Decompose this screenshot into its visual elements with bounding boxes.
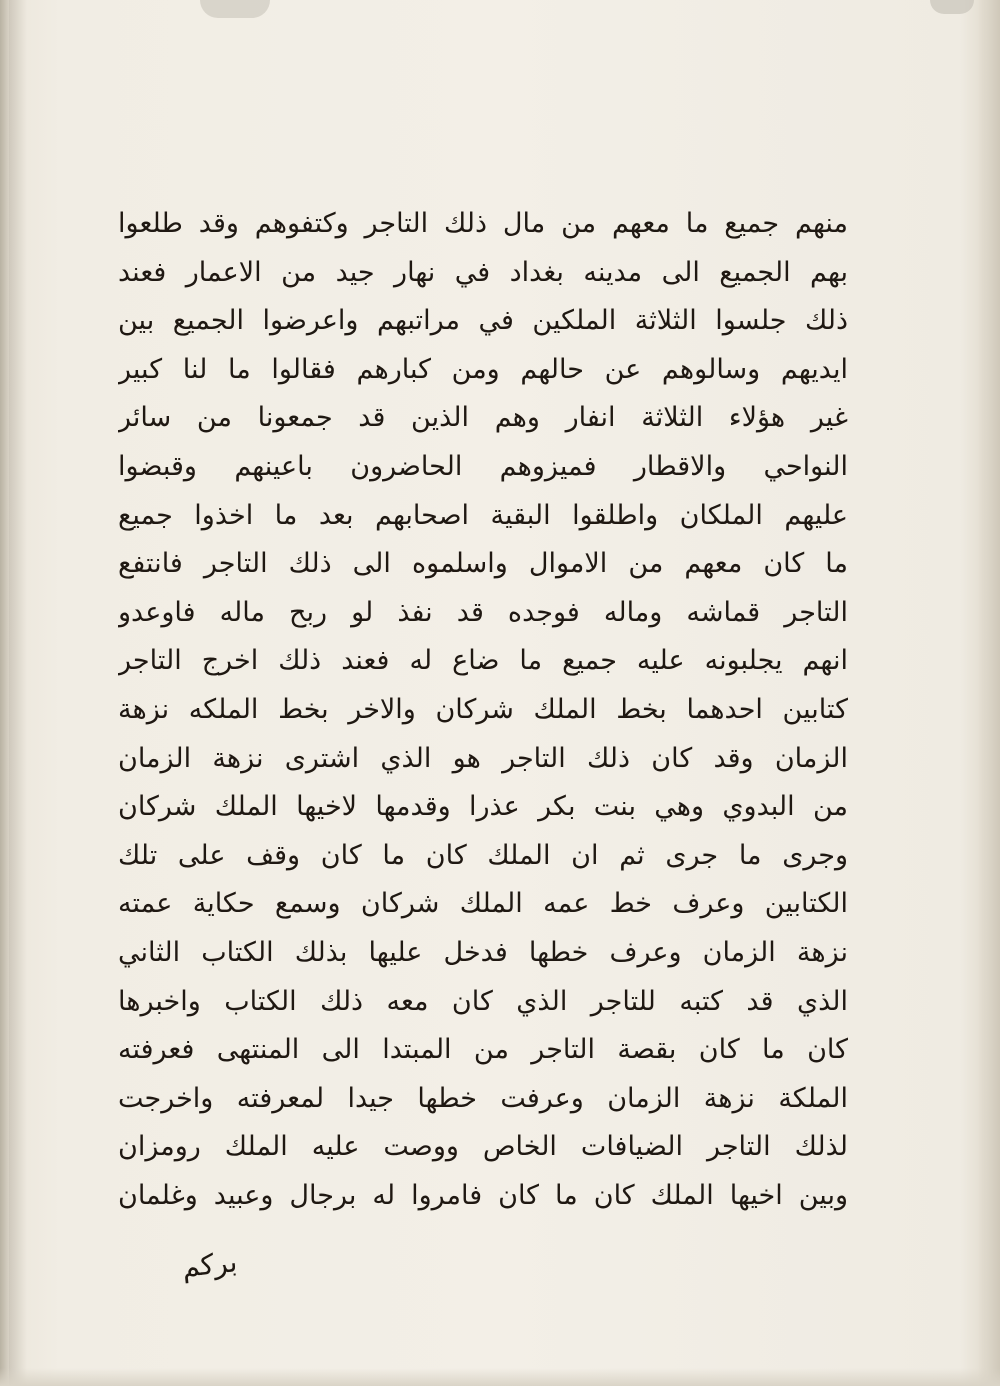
text-line: لذلك التاجر الضيافات الخاص ووصت عليه الملك رومزان	[118, 1131, 848, 1163]
text-line: كان ما كان بقصة التاجر من المبتدا الى المنتهى فعرفته	[118, 1034, 848, 1066]
gutter-shadow	[9, 0, 27, 1386]
text-line: التاجر قماشه وماله فوجده قد نفذ لو ربح ماله فاوعدو	[118, 596, 848, 628]
text-line: الملكة نزهة الزمان وعرفت خطها جيدا لمعرفته واخرجت	[118, 1082, 848, 1114]
text-line: الزمان وقد كان ذلك التاجر هو الذي اشترى نزهة الزمان	[118, 742, 848, 774]
text-line: الكتابين وعرف خط عمه الملك شركان وسمع حكاية عمته	[118, 888, 848, 920]
manuscript-text-block	[118, 200, 848, 1220]
text-line: كتابين احدهما بخط الملك شركان والاخر بخط الملكه نزهة	[118, 693, 848, 725]
page-tab-right	[930, 0, 974, 14]
text-line: وبين اخيها الملك كان ما كان فامروا له برجال وعبيد وغلمان	[118, 1179, 848, 1211]
text-line: النواحي والاقطار فميزوهم الحاضرون باعينهم وقبضوا	[118, 450, 848, 482]
catchword: برکم	[180, 1245, 239, 1284]
text-line: غير هؤلاء الثلاثة انفار وهم الذين قد جمعونا من سائر	[118, 402, 848, 434]
text-line: انهم يجلبونه عليه جميع ما ضاع له فعند ذلك اخرج التاجر	[118, 645, 848, 677]
page-left-edge	[0, 0, 9, 1386]
page-tab-left	[200, 0, 270, 18]
text-line: ذلك جلسوا الثلاثة الملكين في مراتبهم واعرضوا الجميع بين	[118, 305, 848, 337]
text-line: ايديهم وسالوهم عن حالهم ومن كبارهم فقالوا ما لنا كبير	[118, 353, 848, 385]
page-right-edge	[978, 0, 1000, 1386]
text-line: الذي قد كتبه للتاجر الذي كان معه ذلك الكتاب واخبرها	[118, 985, 848, 1017]
text-line: عليهم الملكان واطلقوا البقية اصحابهم بعد ما اخذوا جميع	[118, 499, 848, 531]
text-line: نزهة الزمان وعرف خطها فدخل عليها بذلك الكتاب الثاني	[118, 936, 848, 968]
text-line: ما كان معهم من الاموال واسلموه الى ذلك التاجر فانتفع	[118, 548, 848, 580]
text-line: بهم الجميع الى مدينه بغداد في نهار جيد من الاعمار فعند	[118, 256, 848, 288]
page-bottom-edge	[0, 1368, 1000, 1386]
text-line: وجرى ما جرى ثم ان الملك كان ما كان وقف على تلك	[118, 839, 848, 871]
text-line: منهم جميع ما معهم من مال ذلك التاجر وكتفوهم وقد طلعوا	[118, 208, 848, 239]
text-line: من البدوي وهي بنت بكر عذرا وقدمها لاخيها الملك شركان	[118, 791, 848, 823]
